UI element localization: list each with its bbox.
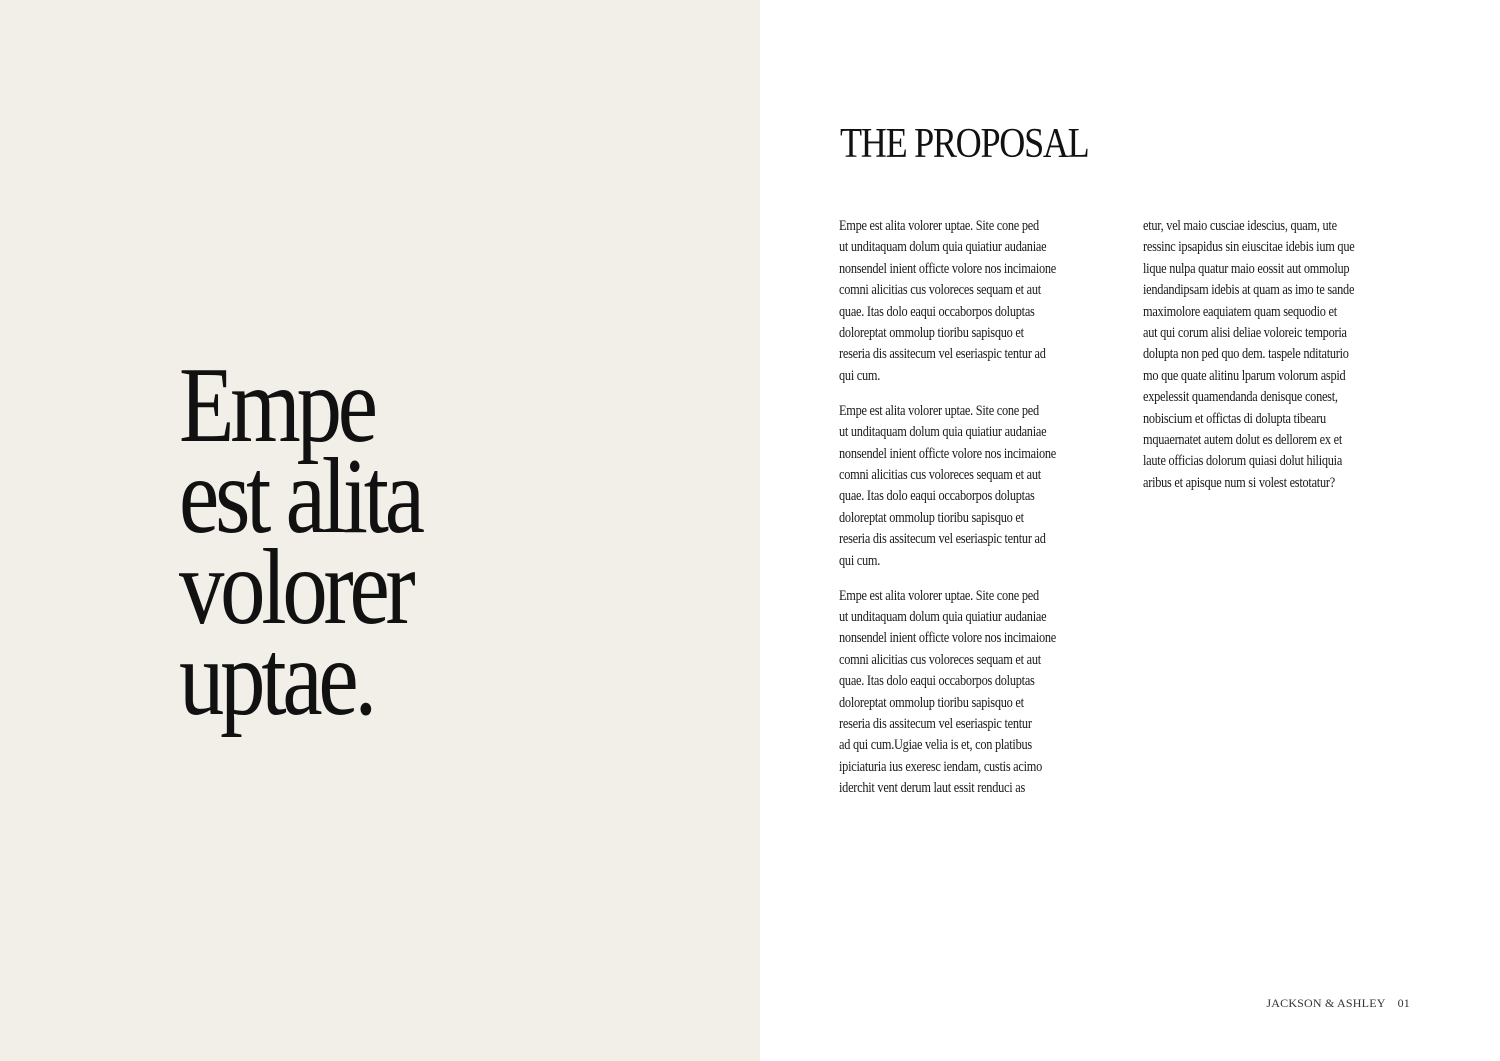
body-line: expelessit quamendanda denisque conest, bbox=[1143, 389, 1338, 406]
body-line: ut unditaquam dolum quia quiatiur audaniae bbox=[839, 424, 1047, 441]
body-line: reseria dis assitecum vel eseriaspic tentur ad bbox=[839, 346, 1046, 363]
body-line: comni alicitias cus voloreces sequam et aut bbox=[839, 651, 1041, 668]
body-line: etur, vel maio cusciae idescius, quam, ute bbox=[1143, 218, 1337, 234]
body-line: iderchit vent derum laut essit renduci as bbox=[839, 780, 1026, 797]
body-line: qui cum. bbox=[839, 367, 881, 384]
body-paragraph bbox=[1143, 216, 1407, 494]
body-line: quae. Itas dolo eaqui occaborpos doluptas bbox=[839, 488, 1035, 505]
hero-line: uptae. bbox=[179, 619, 373, 738]
body-line: iendandipsam idebis at quam as imo te sande bbox=[1143, 282, 1355, 299]
body-line: reseria dis assitecum vel eseriaspic tentur ad bbox=[839, 531, 1046, 548]
body-line: doloreptat ommolup tioribu sapisquo et bbox=[839, 694, 1024, 711]
hero-line: volorer bbox=[179, 528, 412, 647]
text-column-right bbox=[1143, 216, 1407, 508]
body-line: ad qui cum.Ugiae velia is et, con platibus bbox=[839, 737, 1032, 754]
body-line: comni alicitias cus voloreces sequam et aut bbox=[839, 466, 1041, 483]
text-column-left bbox=[839, 216, 1103, 813]
body-line: doloreptat ommolup tioribu sapisquo et bbox=[839, 509, 1024, 526]
hero-headline bbox=[179, 346, 421, 738]
page-number: 01 bbox=[1397, 996, 1410, 1010]
body-line: maximolore eaquiatem quam sequodio et bbox=[1143, 303, 1337, 320]
body-line: qui cum. bbox=[839, 552, 881, 569]
body-line: mquaernatet autem dolut es dellorem ex et bbox=[1143, 432, 1342, 449]
body-line: ut unditaquam dolum quia quiatiur audaniae bbox=[839, 608, 1047, 625]
body-line: lique nulpa quatur maio eossit aut ommolup bbox=[1143, 260, 1350, 277]
body-paragraph bbox=[839, 216, 1103, 387]
body-line: nobiscium et offictas di dolupta tibearu bbox=[1143, 410, 1326, 427]
body-line: ut unditaquam dolum quia quiatiur audaniae bbox=[839, 239, 1047, 256]
body-line: dolupta non ped quo dem. taspele nditaturio bbox=[1143, 346, 1349, 363]
body-line: laute officias dolorum quiasi dolut hiliquia bbox=[1143, 453, 1343, 470]
body-line: nonsendel inient officte volore nos incimaione bbox=[839, 630, 1057, 647]
body-paragraph bbox=[839, 586, 1103, 800]
body-line: doloreptat ommolup tioribu sapisquo et bbox=[839, 325, 1024, 342]
section-title: THE PROPOSAL bbox=[840, 121, 1089, 167]
body-line: reseria dis assitecum vel eseriaspic tentur bbox=[839, 715, 1032, 732]
body-line: quae. Itas dolo eaqui occaborpos doluptas bbox=[839, 673, 1035, 690]
hero-line: est alita bbox=[179, 437, 421, 556]
body-line: Empe est alita volorer uptae. Site cone ped bbox=[839, 587, 1039, 604]
body-line: aribus et apisque num si volest estotatur? bbox=[1143, 474, 1335, 491]
body-line: quae. Itas dolo eaqui occaborpos doluptas bbox=[839, 303, 1035, 320]
body-line: Empe est alita volorer uptae. Site cone ped bbox=[839, 402, 1039, 419]
hero-line: Empe bbox=[179, 346, 374, 465]
body-line: Empe est alita volorer uptae. Site cone ped bbox=[839, 218, 1039, 234]
body-line: nonsendel inient officte volore nos incimaione bbox=[839, 260, 1057, 277]
body-line: nonsendel inient officte volore nos incimaione bbox=[839, 445, 1057, 462]
page-footer bbox=[1266, 996, 1410, 1011]
right-page bbox=[760, 0, 1500, 1061]
footer-names: JACKSON & ASHLEY bbox=[1266, 996, 1386, 1010]
body-line: comni alicitias cus voloreces sequam et aut bbox=[839, 282, 1041, 299]
body-paragraph bbox=[839, 401, 1103, 572]
body-line: mo que quate alitinu lparum volorum aspid bbox=[1143, 367, 1346, 384]
body-line: aut qui corum alisi deliae voloreic temporia bbox=[1143, 325, 1347, 342]
body-line: ipiciaturia ius exeresc iendam, custis acimo bbox=[839, 758, 1043, 775]
body-line: ressinc ipsapidus sin eiuscitae idebis ium que bbox=[1143, 239, 1355, 256]
